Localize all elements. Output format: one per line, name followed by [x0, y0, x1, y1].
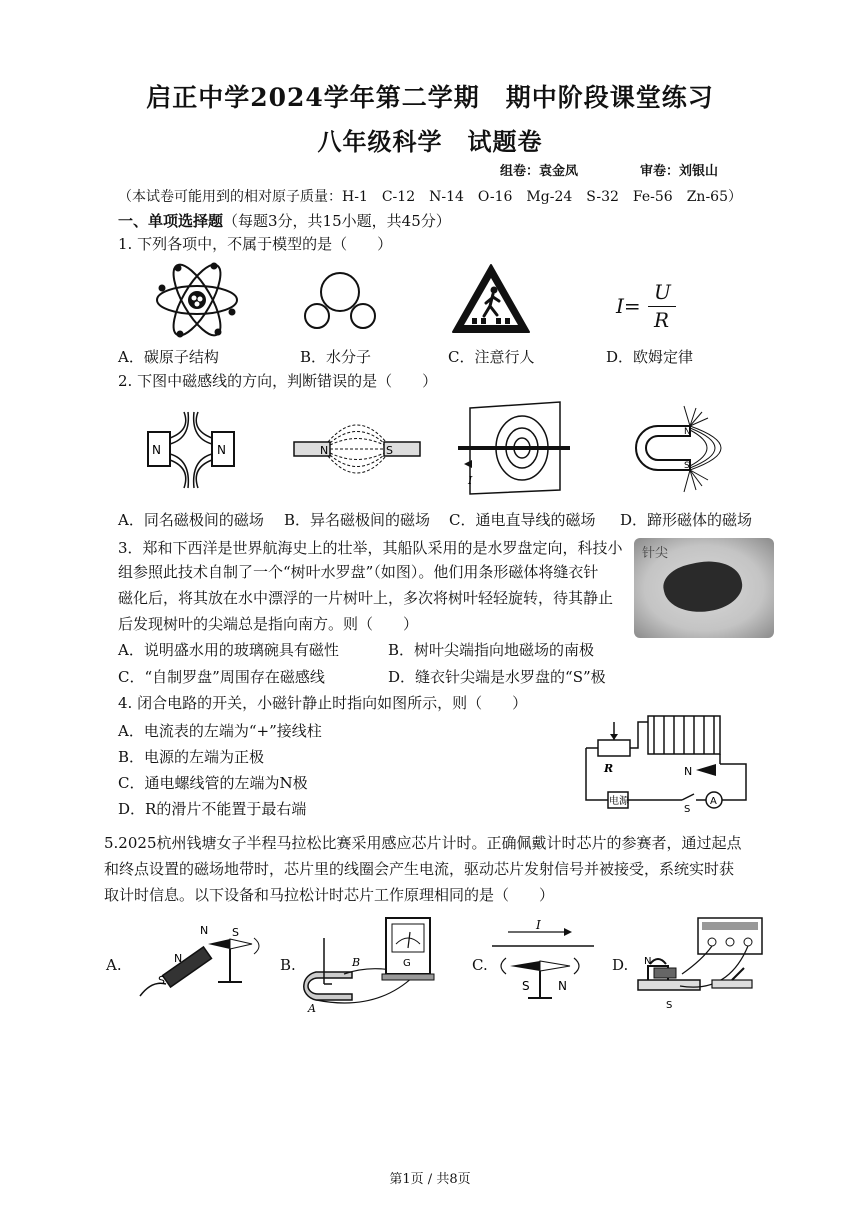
circuit-resistor-label: R — [604, 762, 614, 775]
ohms-law-numerator: U — [654, 280, 671, 304]
q3-option-d: D．缝衣针尖端是水罗盘的“S”极 — [388, 668, 606, 686]
unlike-poles-figure — [292, 414, 422, 484]
atomic-masses: （本试卷可能用到的相对原子质量：H-1 C-12 N-14 O-16 Mg-24 S-32 Fe-56 Zn-65） — [118, 189, 742, 205]
q1-option-c: C．注意行人 — [448, 348, 535, 366]
oersted-figure — [488, 918, 598, 1010]
fig-c-label-n: N — [558, 979, 567, 993]
ohms-law-fraction-bar — [648, 306, 676, 307]
like-poles-figure — [146, 408, 236, 490]
like-poles-label-left: N — [152, 443, 161, 457]
motor-apparatus-figure — [632, 914, 768, 1014]
magnet-compass-figure — [134, 920, 266, 1008]
page-title: 启正中学2024学年第二学期 期中阶段课堂练习 — [146, 83, 714, 112]
section-note: （每题3分，共15小题，共45分） — [223, 212, 451, 230]
wire-current-label: I — [468, 474, 473, 487]
generator-galvanometer-figure — [296, 914, 446, 1014]
horseshoe-label-s: S — [684, 461, 690, 471]
q3-stem-line-3: 磁化后，将其放在水中漂浮的一片树叶上，多次将树叶轻轻旋转，待其静止 — [118, 589, 614, 607]
q1-stem: 1. 下列各项中，不属于模型的是（ ） — [118, 235, 393, 253]
pedestrian-sign-figure — [450, 262, 532, 336]
q4-option-d: D．R的滑片不能置于最右端 — [118, 800, 307, 818]
section-title: 一、单项选择题 — [118, 212, 224, 230]
fig-c-label-i: I — [536, 918, 541, 932]
q1-option-d: D．欧姆定律 — [606, 348, 694, 366]
q2-option-d: D．蹄形磁体的磁场 — [620, 511, 753, 529]
fig-a-label-s1: S — [158, 974, 165, 987]
section-heading — [118, 210, 451, 231]
reviewer: 审卷：刘银山 — [640, 164, 719, 179]
straight-wire-figure — [456, 400, 572, 496]
q4-option-a: A．电流表的左端为“+”接线柱 — [118, 722, 322, 740]
circuit-figure — [578, 714, 754, 814]
q3-option-a: A．说明盛水用的玻璃碗具有磁性 — [118, 641, 339, 659]
ohms-law-denominator: R — [654, 308, 670, 332]
unlike-poles-label-n: N — [320, 444, 329, 457]
fig-b-label-g: G — [403, 958, 411, 969]
fig-a-label-n1: N — [174, 952, 183, 965]
q4-stem: 4. 闭合电路的开关，小磁针静止时指向如图所示，则（ ） — [118, 694, 528, 712]
q2-option-c: C．通电直导线的磁场 — [449, 511, 596, 529]
compiler: 组卷：袁金凤 — [500, 164, 579, 179]
water-molecule-figure — [302, 270, 378, 330]
horseshoe-magnet-figure — [628, 404, 752, 494]
q2-option-a: A．同名磁极间的磁场 — [118, 511, 264, 529]
circuit-source-label: 电源 — [609, 796, 629, 807]
q5-stem-line-1: 5.2025杭州钱塘女子半程马拉松比赛采用感应芯片计时。正确佩戴计时芯片的参赛者，通过起点 — [104, 834, 742, 852]
q5-option-c: C. — [472, 956, 488, 974]
leaf-compass-photo — [634, 538, 774, 638]
q4-option-b: B．电源的左端为正极 — [118, 748, 265, 766]
page-number: 第1页 / 共8页 — [389, 1172, 471, 1187]
fig-b-label-a: A — [308, 1002, 316, 1015]
q2-stem: 2. 下图中磁感线的方向，判断错误的是（ ） — [118, 372, 438, 390]
fig-c-label-s: S — [522, 979, 530, 993]
circuit-ammeter-label: A — [710, 796, 717, 807]
fig-d-label-n: N — [644, 956, 652, 967]
q3-option-b: B．树叶尖端指向地磁场的南极 — [388, 641, 595, 659]
fig-b-label-b: B — [352, 956, 361, 969]
needle-tip-label: 针尖 — [642, 546, 669, 561]
q3-stem-line-2: 组参照此技术自制了一个“树叶水罗盘”（如图）。他们用条形磁体将缝衣针 — [118, 563, 599, 581]
q4-option-c: C．通电螺线管的左端为N极 — [118, 774, 308, 792]
circuit-switch-label: S — [684, 804, 691, 815]
q5-option-a: A. — [106, 956, 122, 974]
q5-option-d: D. — [612, 956, 629, 974]
fig-a-label-n2: N — [200, 924, 209, 937]
unlike-poles-label-s: S — [386, 444, 393, 457]
q1-option-b: B．水分子 — [300, 348, 372, 366]
q5-option-b: B. — [280, 956, 296, 974]
horseshoe-label-n: N — [684, 427, 691, 437]
q5-stem-line-3: 取计时信息。以下设备和马拉松计时芯片工作原理相同的是（ ） — [104, 886, 555, 904]
page-subtitle: 八年级科学 试题卷 — [317, 127, 543, 156]
q2-option-b: B．异名磁极间的磁场 — [284, 511, 431, 529]
like-poles-label-right: N — [217, 443, 226, 457]
q3-stem-line-4: 后发现树叶的尖端总是指向南方。则（ ） — [118, 615, 419, 633]
fig-a-label-s2: S — [232, 926, 239, 939]
leaf-shape — [660, 554, 747, 619]
q3-stem-line-1: 3．郑和下西洋是世界航海史上的壮举，其船队采用的是水罗盘定向，科技小 — [118, 539, 623, 557]
carbon-atom-figure — [152, 258, 242, 342]
fig-d-label-s: S — [666, 1000, 673, 1011]
q5-stem-line-2: 和终点设置的磁场地带时，芯片里的线圈会产生电流，驱动芯片发射信号并被接受，系统实时获 — [104, 860, 735, 878]
ohms-law-lhs: I= — [616, 294, 641, 318]
q3-option-c: C．“自制罗盘”周围存在磁感线 — [118, 668, 325, 686]
q1-option-a: A．碳原子结构 — [118, 348, 219, 366]
circuit-needle-label: N — [684, 765, 693, 778]
